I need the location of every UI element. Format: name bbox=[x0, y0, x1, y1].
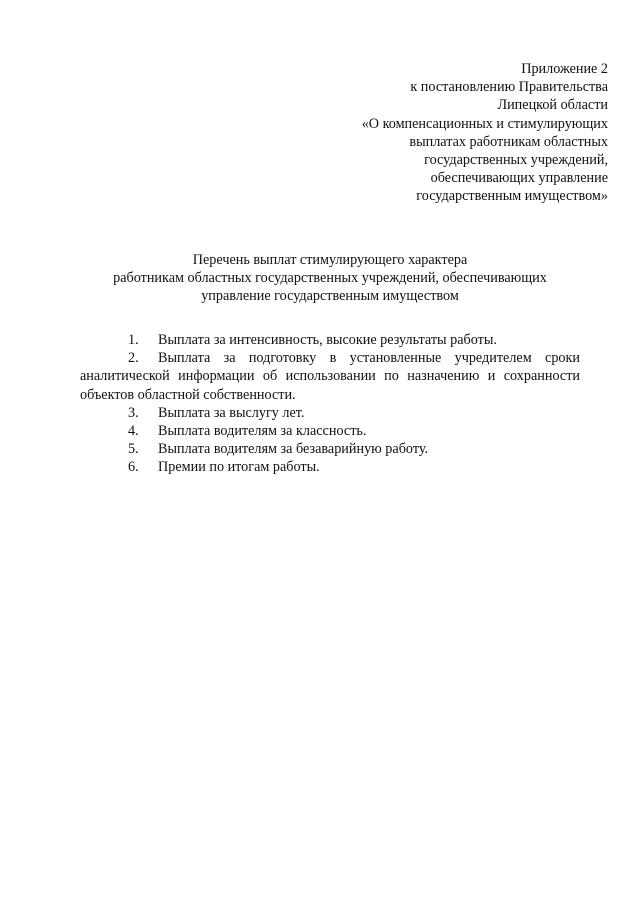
appendix-line: государственных учреждений, bbox=[424, 152, 608, 169]
item-number: 6. bbox=[128, 459, 139, 476]
appendix-line: к постановлению Правительства bbox=[410, 79, 608, 96]
list-item bbox=[80, 349, 580, 404]
appendix-line: «О компенсационных и стимулирующих bbox=[361, 115, 608, 132]
document-title bbox=[80, 251, 580, 306]
appendix-line: обеспечивающих управление bbox=[430, 170, 608, 187]
appendix-line: государственным имуществом» bbox=[416, 188, 608, 205]
payments-list bbox=[80, 331, 580, 477]
list-item bbox=[80, 458, 580, 476]
item-text: Премии по итогам работы. bbox=[158, 459, 320, 476]
item-text: Выплата за интенсивность, высокие результаты работы. bbox=[158, 332, 497, 348]
title-line: управление государственным имуществом bbox=[201, 288, 459, 305]
appendix-header bbox=[278, 60, 608, 206]
item-text: Выплата водителям за безаварийную работу. bbox=[158, 441, 429, 458]
list-item bbox=[80, 331, 580, 349]
item-text: Выплата водителям за классность. bbox=[158, 423, 367, 440]
list-item bbox=[80, 422, 580, 440]
item-number: 4. bbox=[128, 423, 139, 440]
item-number: 1. bbox=[128, 332, 139, 348]
list-item bbox=[80, 440, 580, 458]
item-text: Выплата за подготовку в установленные учредителем сроки аналитической информации об использовании по назначению и сохранности объектов областной собственности. bbox=[80, 350, 580, 403]
item-number: 5. bbox=[128, 441, 139, 458]
item-number: 3. bbox=[128, 404, 139, 421]
list-item bbox=[80, 404, 580, 422]
appendix-line: выплатах работникам областных bbox=[409, 133, 608, 150]
appendix-line: Приложение 2 bbox=[521, 61, 608, 77]
item-text: Выплата за выслугу лет. bbox=[158, 404, 305, 421]
title-line: Перечень выплат стимулирующего характера bbox=[192, 252, 468, 268]
appendix-line: Липецкой области bbox=[497, 97, 608, 114]
item-number: 2. bbox=[128, 350, 139, 367]
title-line: работникам областных государственных учреждений, обеспечивающих bbox=[113, 270, 547, 287]
